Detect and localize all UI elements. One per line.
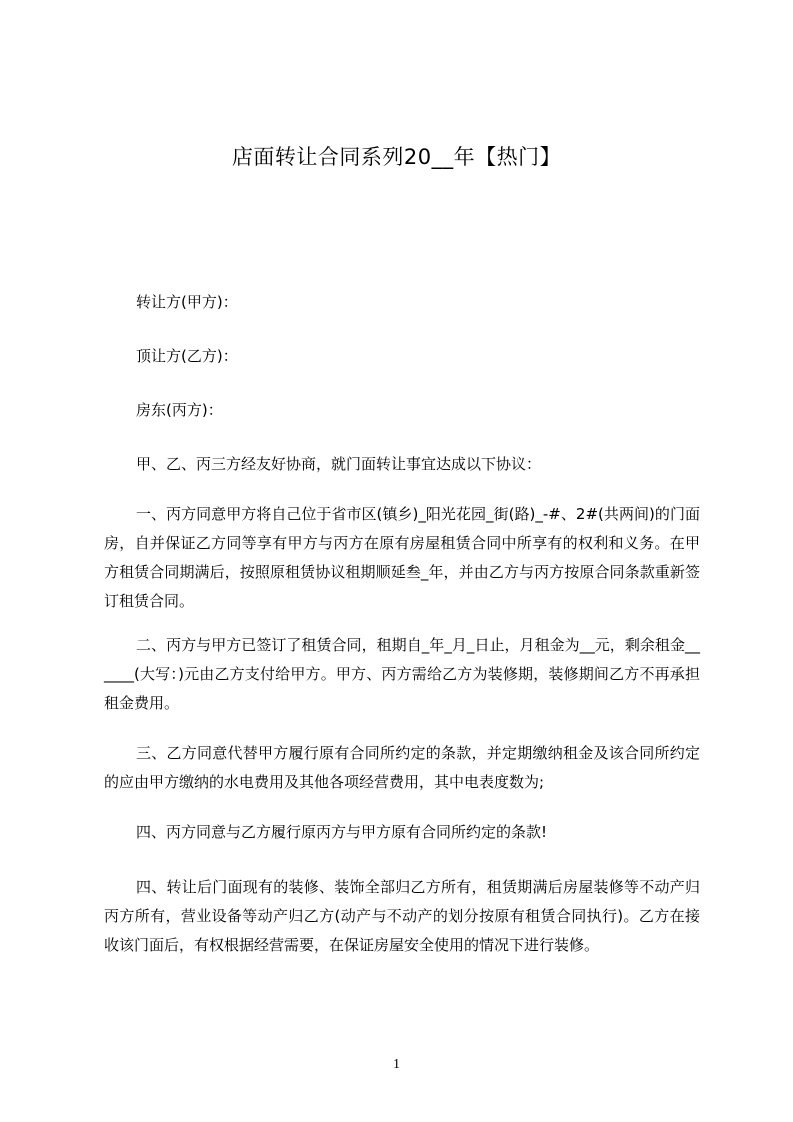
document-title: 店面转让合同系列20__年【热门】 <box>231 145 562 169</box>
clause-paragraph-2: 二、丙方与甲方已签订了租赁合同，租期自_年_月_日止，月租金为__元，剩余租金______(大写：)元由乙方支付给甲方。甲方、丙方需给乙方为装修期，装修期间乙方不再承担租金费用。 <box>104 636 700 712</box>
page-number: 1 <box>393 1057 400 1072</box>
clause-paragraph-4: 四、丙方同意与乙方履行原丙方与甲方原有合同所约定的条款! <box>136 823 548 841</box>
clause-paragraph-5: 四、转让后门面现有的装修、装饰全部归乙方所有，租赁期满后房屋装修等不动产归丙方所有，营业设备等动产归乙方(动产与不动产的划分按原有租赁合同执行)。乙方在接收该门面后，有权根据经营需要，在保证房屋安全使用的情况下进行装修。 <box>104 878 700 954</box>
party-transferor-line: 转让方(甲方)： <box>136 293 238 311</box>
clause-paragraph-1: 一、丙方同意甲方将自己位于省市区(镇乡)_阳光花园_街(路)_-#、2#(共两间)的门面房，自并保证乙方同等享有甲方与丙方在原有房屋租赁合同中所享有的权利和义务。在甲方租赁合同期满后，按照原租赁协议租期顺延叁_年，并由乙方与丙方按原合同条款重新签订租赁合同。 <box>104 505 700 610</box>
intro-paragraph: 甲、乙、丙三方经友好协商，就门面转让事宜达成以下协议： <box>136 455 542 473</box>
clause-paragraph-3: 三、乙方同意代替甲方履行原有合同所约定的条款，并定期缴纳租金及该合同所约定的应由甲方缴纳的水电费用及其他各项经营费用，其中电表度数为; <box>104 744 700 791</box>
party-landlord-line: 房东(丙方)： <box>136 401 223 419</box>
party-transferee-line: 顶让方(乙方)： <box>136 347 238 365</box>
